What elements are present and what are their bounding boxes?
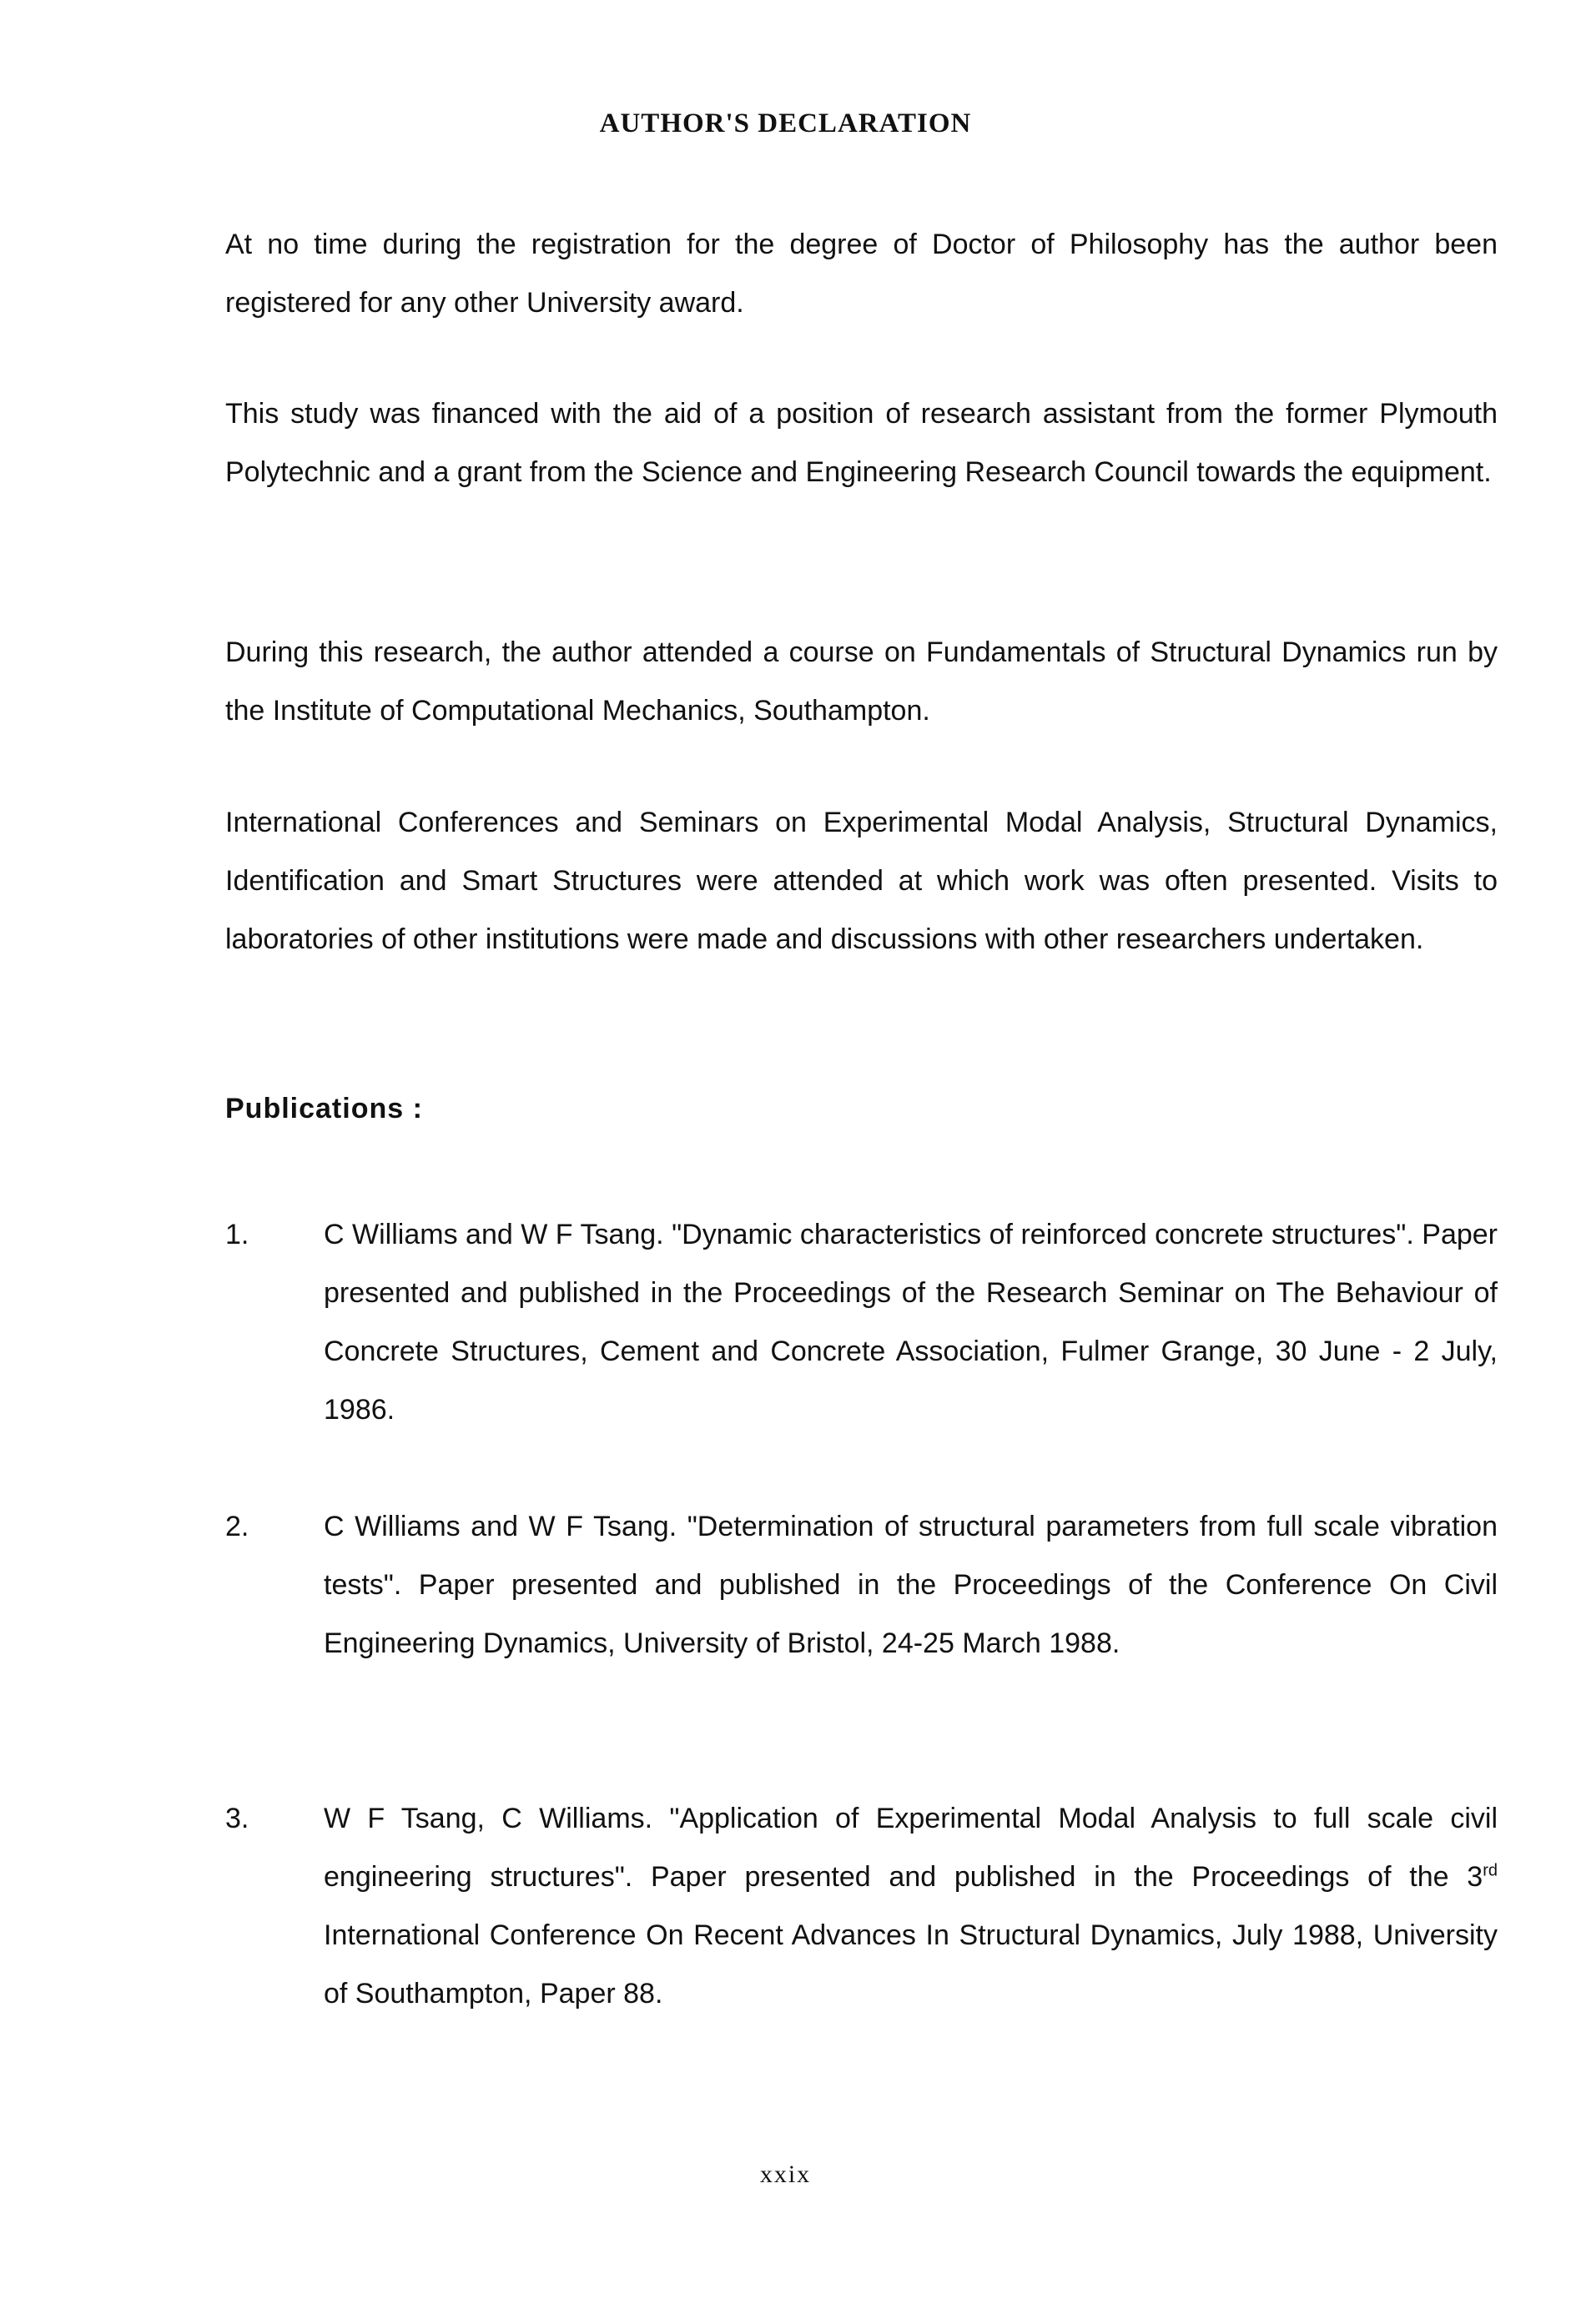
publication-citation: C Williams and W F Tsang. "Dynamic characteristics of reinforced concrete structures". Paper presented and published in the Proceedings of the Research Seminar on The Behaviour of Concrete Structures, Cement and Concrete Association, Fulmer Grange, 30 June - 2 July, 1986. bbox=[324, 1219, 1498, 1426]
page-number: xxix bbox=[759, 2161, 812, 2188]
declaration-paragraph-3: During this research, the author attended a course on Fundamentals of Structural Dynamics run by the Institute of Computational Mechanics, Southampton. bbox=[225, 636, 1498, 727]
publication-number: 1. bbox=[225, 1219, 249, 1250]
declaration-paragraph-2: This study was financed with the aid of a position of research assistant from the former Plymouth Polytechnic and a grant from the Science and Engineering Research Council towards the equipment. bbox=[225, 398, 1498, 488]
citation-text-before: W F Tsang, C Williams. "Application of Experimental Modal Analysis to full scale civil engineering structures". Paper presented and published in the Proceedings of the 3 bbox=[324, 1803, 1498, 1893]
publication-number: 2. bbox=[225, 1511, 249, 1542]
citation-text-after: International Conference On Recent Advances In Structural Dynamics, July 1988, University of Southampton, Paper 88. bbox=[324, 1919, 1498, 2010]
publications-heading: Publications : bbox=[225, 1093, 423, 1124]
publication-number: 3. bbox=[225, 1803, 249, 1834]
page-title: AUTHOR'S DECLARATION bbox=[599, 108, 972, 138]
declaration-paragraph-4: International Conferences and Seminars on Experimental Modal Analysis, Structural Dynamics, Identification and Smart Structures were attended at which work was often presented. Visits to laboratories of other institutions were made and discussions with other researchers undertaken. bbox=[225, 807, 1498, 955]
publication-citation: C Williams and W F Tsang. "Determination of structural parameters from full scale vibration tests". Paper presented and published in the Proceedings of the Conference On Civil Engineering Dynamics, University of Bristol, 24-25 March 1988. bbox=[324, 1511, 1498, 1659]
declaration-paragraph-1: At no time during the registration for the degree of Doctor of Philosophy has the author been registered for any other University award. bbox=[225, 229, 1498, 319]
ordinal-superscript: rd bbox=[1483, 1861, 1498, 1880]
publication-citation bbox=[324, 1789, 1498, 2023]
